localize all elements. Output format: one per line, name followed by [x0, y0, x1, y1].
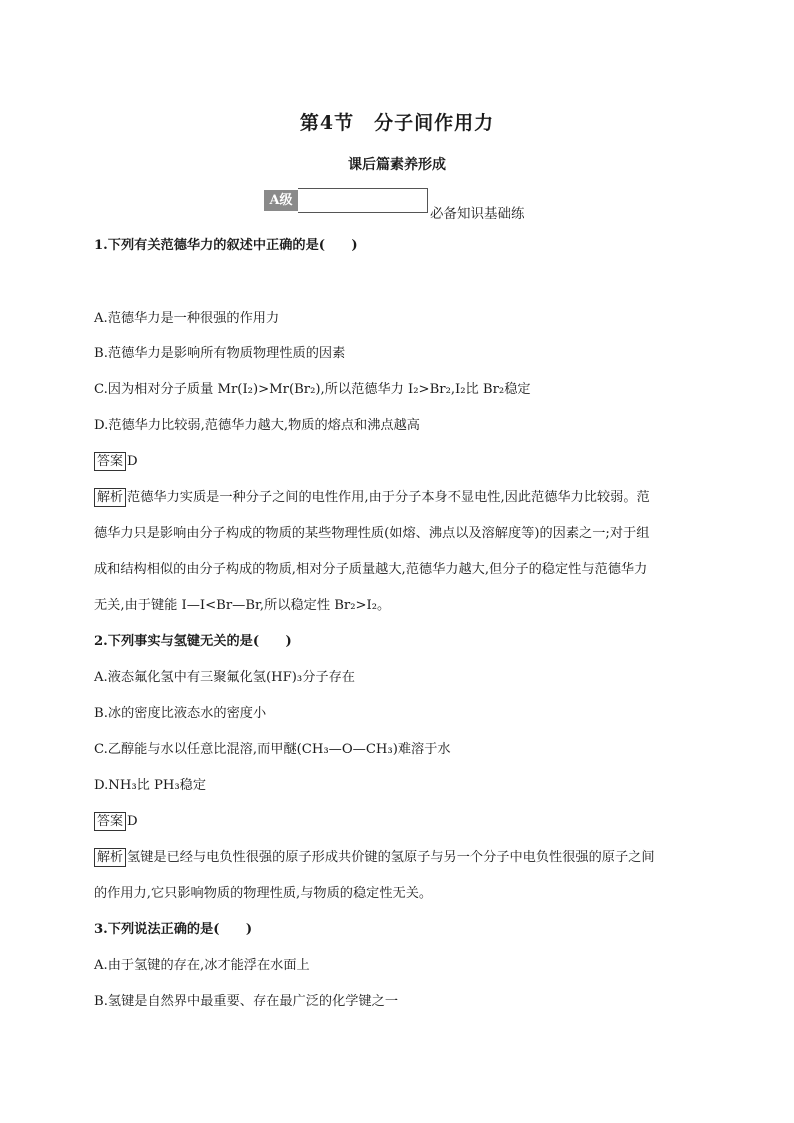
page-title: 第4节 分子间作用力 [299, 112, 495, 134]
question-1-option-d: D.范德华力比较弱,范德华力越大,物质的熔点和沸点越高 [94, 418, 420, 433]
question-1-option-c: C.因为相对分子质量 Mr(I₂)>Mr(Br₂),所以范德华力 I₂>Br₂,I₂比 Br₂稳定 [94, 382, 531, 397]
question-2-option-b: B.冰的密度比液态水的密度小 [94, 706, 267, 721]
question-1-analysis-line-1 [94, 488, 650, 508]
level-box [298, 188, 428, 213]
question-2-option-c: C.乙醇能与水以任意比混溶,而甲醚(CH₃—O—CH₃)难溶于水 [94, 742, 451, 757]
question-1-analysis-line-4: 无关,由于键能 I—I<Br—Br,所以稳定性 Br₂>I₂。 [94, 598, 391, 613]
question-2-answer [94, 812, 138, 832]
question-3-option-a: A.由于氢键的存在,冰才能浮在水面上 [94, 958, 310, 973]
question-2-option-a: A.液态氟化氢中有三聚氟化氢(HF)₃分子存在 [94, 670, 355, 685]
answer-label: 答案 [94, 812, 126, 831]
question-1-option-a: A.范德华力是一种很强的作用力 [94, 311, 280, 326]
question-2-analysis-line-1 [94, 848, 655, 868]
answer-value: D [127, 814, 138, 829]
level-badge: A级 [264, 190, 298, 211]
question-1-option-b: B.范德华力是影响所有物质物理性质的因素 [94, 346, 346, 361]
answer-label: 答案 [94, 452, 126, 471]
question-3-option-b: B.氢键是自然界中最重要、存在最广泛的化学键之一 [94, 994, 399, 1009]
question-1-analysis-line-3: 成和结构相似的由分子构成的物质,相对分子质量越大,范德华力越大,但分子的稳定性与范德华力 [94, 562, 648, 577]
analysis-label: 解析 [94, 848, 126, 867]
question-1-stem: 1.下列有关范德华力的叙述中正确的是( ) [94, 238, 358, 253]
question-1-analysis-line-2: 德华力只是影响由分子构成的物质的某些物理性质(如熔、沸点以及溶解度等)的因素之一;对于组 [94, 526, 650, 541]
analysis-label: 解析 [94, 488, 126, 507]
question-2-analysis-line-2: 的作用力,它只影响物质的物理性质,与物质的稳定性无关。 [94, 886, 433, 901]
analysis-text: 氢键是已经与电负性很强的原子形成共价键的氢原子与另一个分子中电负性很强的原子之间 [127, 850, 655, 865]
question-3-stem: 3.下列说法正确的是( ) [94, 922, 253, 937]
question-2-stem: 2.下列事实与氢键无关的是( ) [94, 634, 292, 649]
question-1-answer [94, 452, 138, 472]
page-subtitle: 课后篇素养形成 [348, 157, 446, 173]
level-text: 必备知识基础练 [430, 206, 525, 222]
analysis-text: 范德华力实质是一种分子之间的电性作用,由于分子本身不显电性,因此范德华力比较弱。范 [127, 490, 650, 505]
answer-value: D [127, 454, 138, 469]
question-2-option-d: D.NH₃比 PH₃稳定 [94, 778, 207, 793]
